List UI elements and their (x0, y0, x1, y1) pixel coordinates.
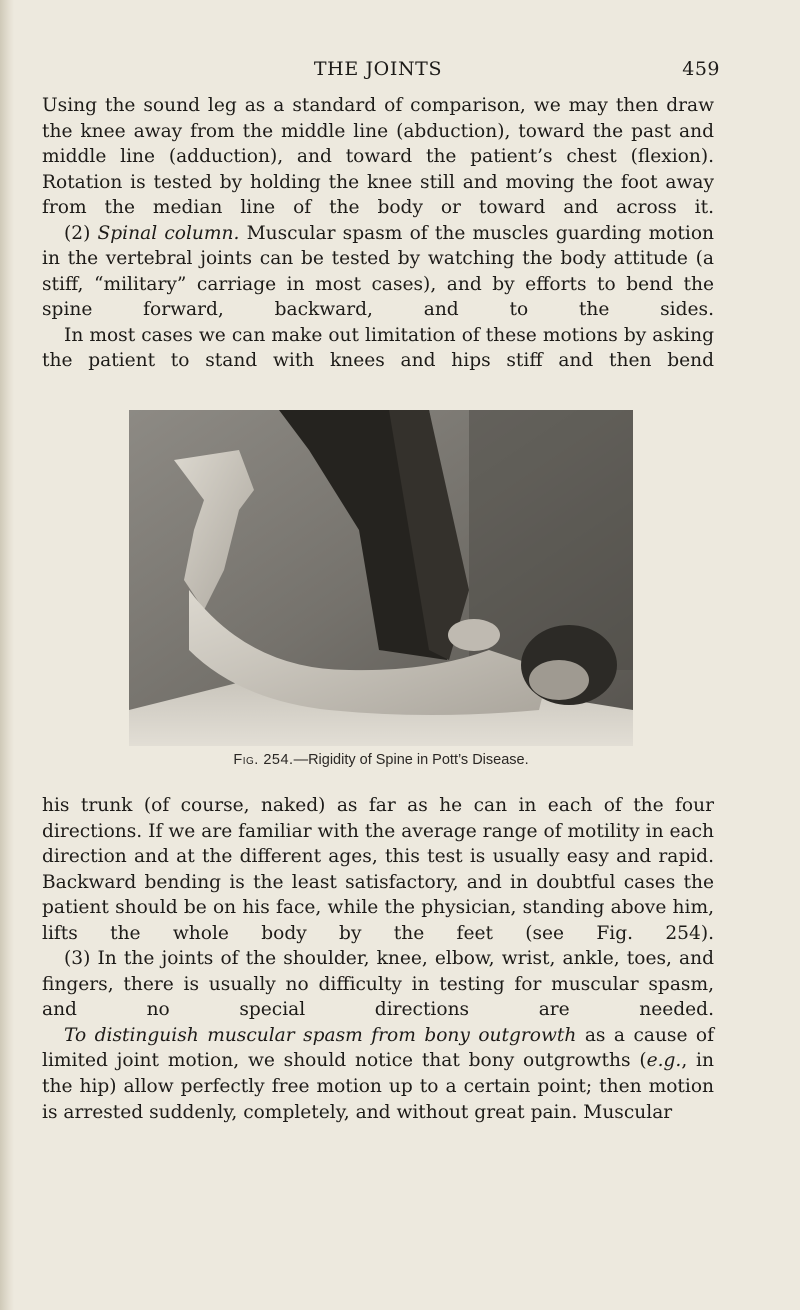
paragraph-text-continued: , in the hip) allow perfectly free motion up to a certain point; then motion is arrested suddenly, completely, and without great pain. Muscular (42, 1050, 714, 1123)
paragraph-other-joints: (3) In the joints of the shoulder, knee, elbow, wrist, ankle, toes, and fingers, there is usually no difficulty in testing for muscular spasm, and no special directions are needed. (42, 948, 714, 1021)
abbreviation-eg: e.g. (646, 1050, 682, 1072)
paragraph-number: (2) (64, 222, 98, 244)
figure-caption-text: —Rigidity of Spine in Pott’s Disease. (293, 752, 529, 768)
text-block-bottom (42, 793, 714, 1125)
paragraph-limitation: In most cases we can make out limitation of these motions by asking the patient to stand with knees and hips stiff and then bend (42, 324, 714, 372)
running-title: THE JOINTS (313, 58, 443, 80)
paragraph-text: as a cause of limited joint motion, we should notice that bony outgrowths ( (42, 1024, 714, 1072)
section-heading-spinal-column: Spinal column. (97, 222, 240, 244)
figure-photograph (129, 410, 633, 746)
paragraph-spinal-column (42, 221, 714, 323)
page-binding-edge (0, 0, 14, 1310)
paragraph-text: Muscular spasm of the muscles guarding motion in the vertebral joints can be tested by watching the body attitude (a stiff, “military” carriage in most cases), and by efforts to bend the spine forward, backward, and to the sides. (42, 222, 714, 321)
paragraph-trunk-bending: his trunk (of course, naked) as far as he can in each of the four directions. If we are familiar with the average range of motility in each direction and at the different ages, this test is usually easy and rapid. Backward bending is the least satisfactory, and in doubtful cases the patient should be on his face, while the physician, standing above him, lifts the whole body by the feet (see Fig. 254). (42, 795, 714, 944)
figure-caption (129, 752, 633, 768)
paragraph-knee-motion: Using the sound leg as a standard of comparison, we may then draw the knee away from the middle line (abduction), toward the past and middle line (adduction), and toward the patient’s chest (flexion). Rotation is tested by holding the knee still and moving the foot away from the median line of the body or toward and across it. (42, 95, 714, 219)
figure-label: Fig. 254. (233, 752, 294, 768)
text-block-top (42, 93, 714, 374)
paragraph-bony-outgrowth (42, 1023, 714, 1125)
section-heading-bony-outgrowth: To distinguish muscular spasm from bony outgrowth (64, 1024, 577, 1046)
page-number: 459 (682, 58, 720, 80)
running-head (40, 58, 720, 86)
